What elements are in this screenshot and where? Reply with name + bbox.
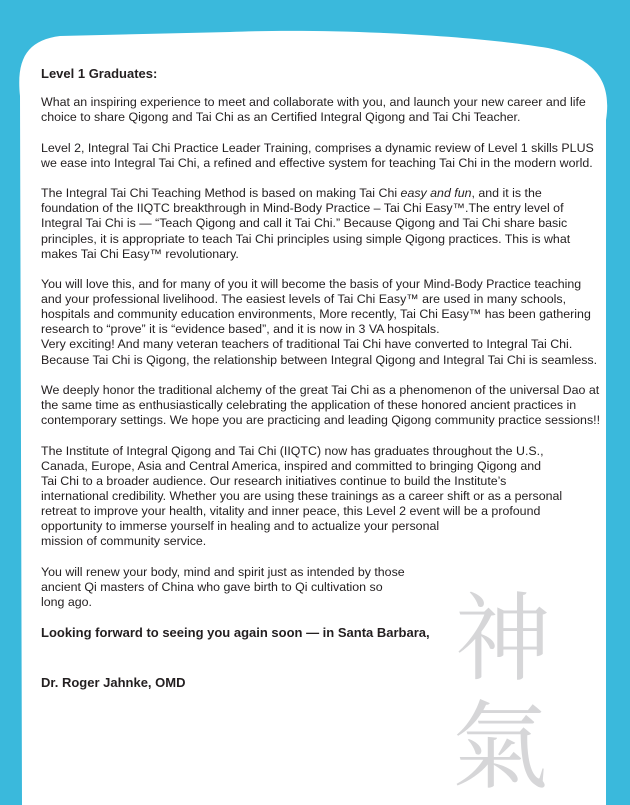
paragraph-level2: Level 2, Integral Tai Chi Practice Leader Training, comprises a dynamic review of Level 1 skills PLUS we ease into Integral Tai Chi, a refined and effective system for teaching Tai Chi in the modern world. xyxy=(41,140,594,170)
paragraph-renewal: You will renew your body, mind and spirit just as intended by those ancient Qi masters of China who gave birth to Qi cultivation so long ago. xyxy=(41,564,405,609)
calligraphy-char-shen: 神 xyxy=(455,583,551,695)
paragraph-teaching-method-end: , and it is the foundation of the IIQTC breakthrough in Mind-Body Practice – Tai Chi Easy™.The entry level of Integral Tai Chi is — “Teach Qigong and call it Tai Chi.” Because Qigong and Tai Chi share basic principles, it is appropriate to teach Tai Chi principles using simple Qigong practices. This is what makes Tai Chi Easy™ revolutionary. xyxy=(41,186,571,261)
paragraph-tradition: We deeply honor the traditional alchemy of the great Tai Chi as a phenomenon of the universal Dao at the same time as enthusiastically celebrating the application of these honored ancient practices in contemporary settings. We hope you are practicing and leading Qigong community practice sessions!! xyxy=(41,383,601,428)
letter-heading: Level 1 Graduates: xyxy=(41,66,158,81)
emphasis-easy-and-fun: easy and fun xyxy=(400,186,472,201)
calligraphy-shen-qi xyxy=(448,580,558,800)
paragraph-tai-chi-easy: You will love this, and for many of you it will become the basis of your Mind-Body Practice teaching and your professional livelihood. The easiest levels of Tai Chi Easy™ are used in many schools, hospitals and community education environments, More recently, Tai Chi Easy™ has been gathering research to “prove” it is “evidence based”, and it is now in 3 VA hospitals. Very exciting! And many veteran teachers of traditional Tai Chi have converted to Integral Tai Chi. Because Tai Chi is Qigong, the relationship between Integral Qigong and Integral Tai Chi is seamless. xyxy=(41,277,598,367)
letter-closing: Looking forward to seeing you again soon — in Santa Barbara, xyxy=(41,625,430,641)
paragraph-institute: The Institute of Integral Qigong and Tai Chi (IIQTC) now has graduates throughout the U.S., Canada, Europe, Asia and Central America, inspired and committed to bringing Qigong and Tai Chi to a broader audience. Our research initiatives continue to build the Institute’s international credibility. Whether you are using these trainings as a career shift or as a personal retreat to improve your health, vitality and inner peace, this Level 2 event will be a profound opportunity to immerse yourself in healing and to actualize your personal mission of community service. xyxy=(41,443,563,549)
paragraph-teaching-method xyxy=(41,186,601,261)
paragraph-intro: What an inspiring experience to meet and collaborate with you, and launch your new career and life choice to share Qigong and Tai Chi as an Certified Integral Qigong and Tai Chi Teacher. xyxy=(41,95,586,125)
paragraph-teaching-method-start: The Integral Tai Chi Teaching Method is based on making Tai Chi xyxy=(41,186,401,201)
calligraphy-char-qi: 氣 xyxy=(452,691,548,800)
letter-signature: Dr. Roger Jahnke, OMD xyxy=(41,674,186,690)
